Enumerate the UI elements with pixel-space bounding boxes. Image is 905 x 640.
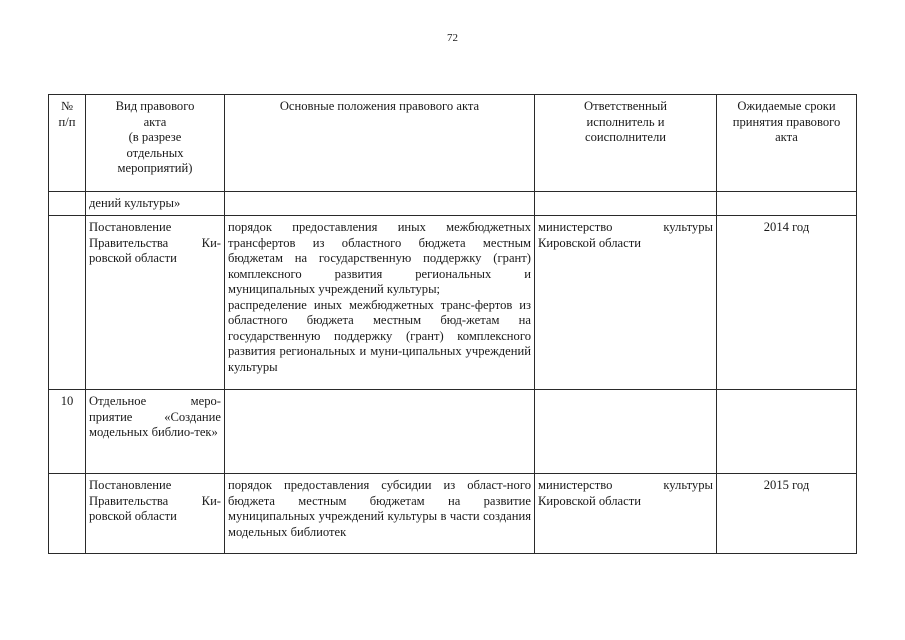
row-number: 10 xyxy=(49,390,86,474)
expected-term-cell xyxy=(717,390,857,474)
responsible-cell xyxy=(535,192,717,216)
row-number xyxy=(49,192,86,216)
responsible-cell xyxy=(535,390,717,474)
legal-acts-table xyxy=(48,94,857,554)
act-type-cell: Постановление Правительства Ки-ровской области xyxy=(86,474,225,554)
provisions-cell: порядок предоставления субсидии из област-ного бюджета местным бюджетам на развитие муниципальных учреждений культуры в части создания модельных библиотек xyxy=(225,474,535,554)
table-row xyxy=(49,390,857,474)
header-act-type: Вид правового акта (в разрезе отдельных мероприятий) xyxy=(86,95,225,192)
expected-term-cell xyxy=(717,192,857,216)
table-row xyxy=(49,474,857,554)
provisions-cell: порядок предоставления иных межбюджетных трансфертов из областного бюджета местным бюджетам на государственную поддержку (грант) комплексного развития региональных и муниципальных учреждений культуры; распределение иных межбюджетных транс-фертов из областного бюджета местным бюд-жетам на государственную поддержку (грант) комплексного развития региональных и муни-ципальных учреждений культуры xyxy=(225,216,535,390)
page-number: 72 xyxy=(447,32,458,44)
responsible-cell: министерство культуры Кировской области xyxy=(535,216,717,390)
provisions-cell xyxy=(225,390,535,474)
header-provisions: Основные положения правового акта xyxy=(225,95,535,192)
act-type-cell: Отдельное меро-приятие «Создание модельных библио-тек» xyxy=(86,390,225,474)
provisions-cell xyxy=(225,192,535,216)
row-number xyxy=(49,216,86,390)
header-number: № п/п xyxy=(49,95,86,192)
responsible-cell: министерство культуры Кировской области xyxy=(535,474,717,554)
expected-term-cell: 2015 год xyxy=(717,474,857,554)
table-header-row xyxy=(49,95,857,192)
act-type-cell: дений культуры» xyxy=(86,192,225,216)
header-expected-term: Ожидаемые сроки принятия правового акта xyxy=(717,95,857,192)
table-row xyxy=(49,216,857,390)
act-type-cell: Постановление Правительства Ки-ровской области xyxy=(86,216,225,390)
expected-term-cell: 2014 год xyxy=(717,216,857,390)
table-row xyxy=(49,192,857,216)
row-number xyxy=(49,474,86,554)
header-responsible: Ответственный исполнитель и соисполнители xyxy=(535,95,717,192)
